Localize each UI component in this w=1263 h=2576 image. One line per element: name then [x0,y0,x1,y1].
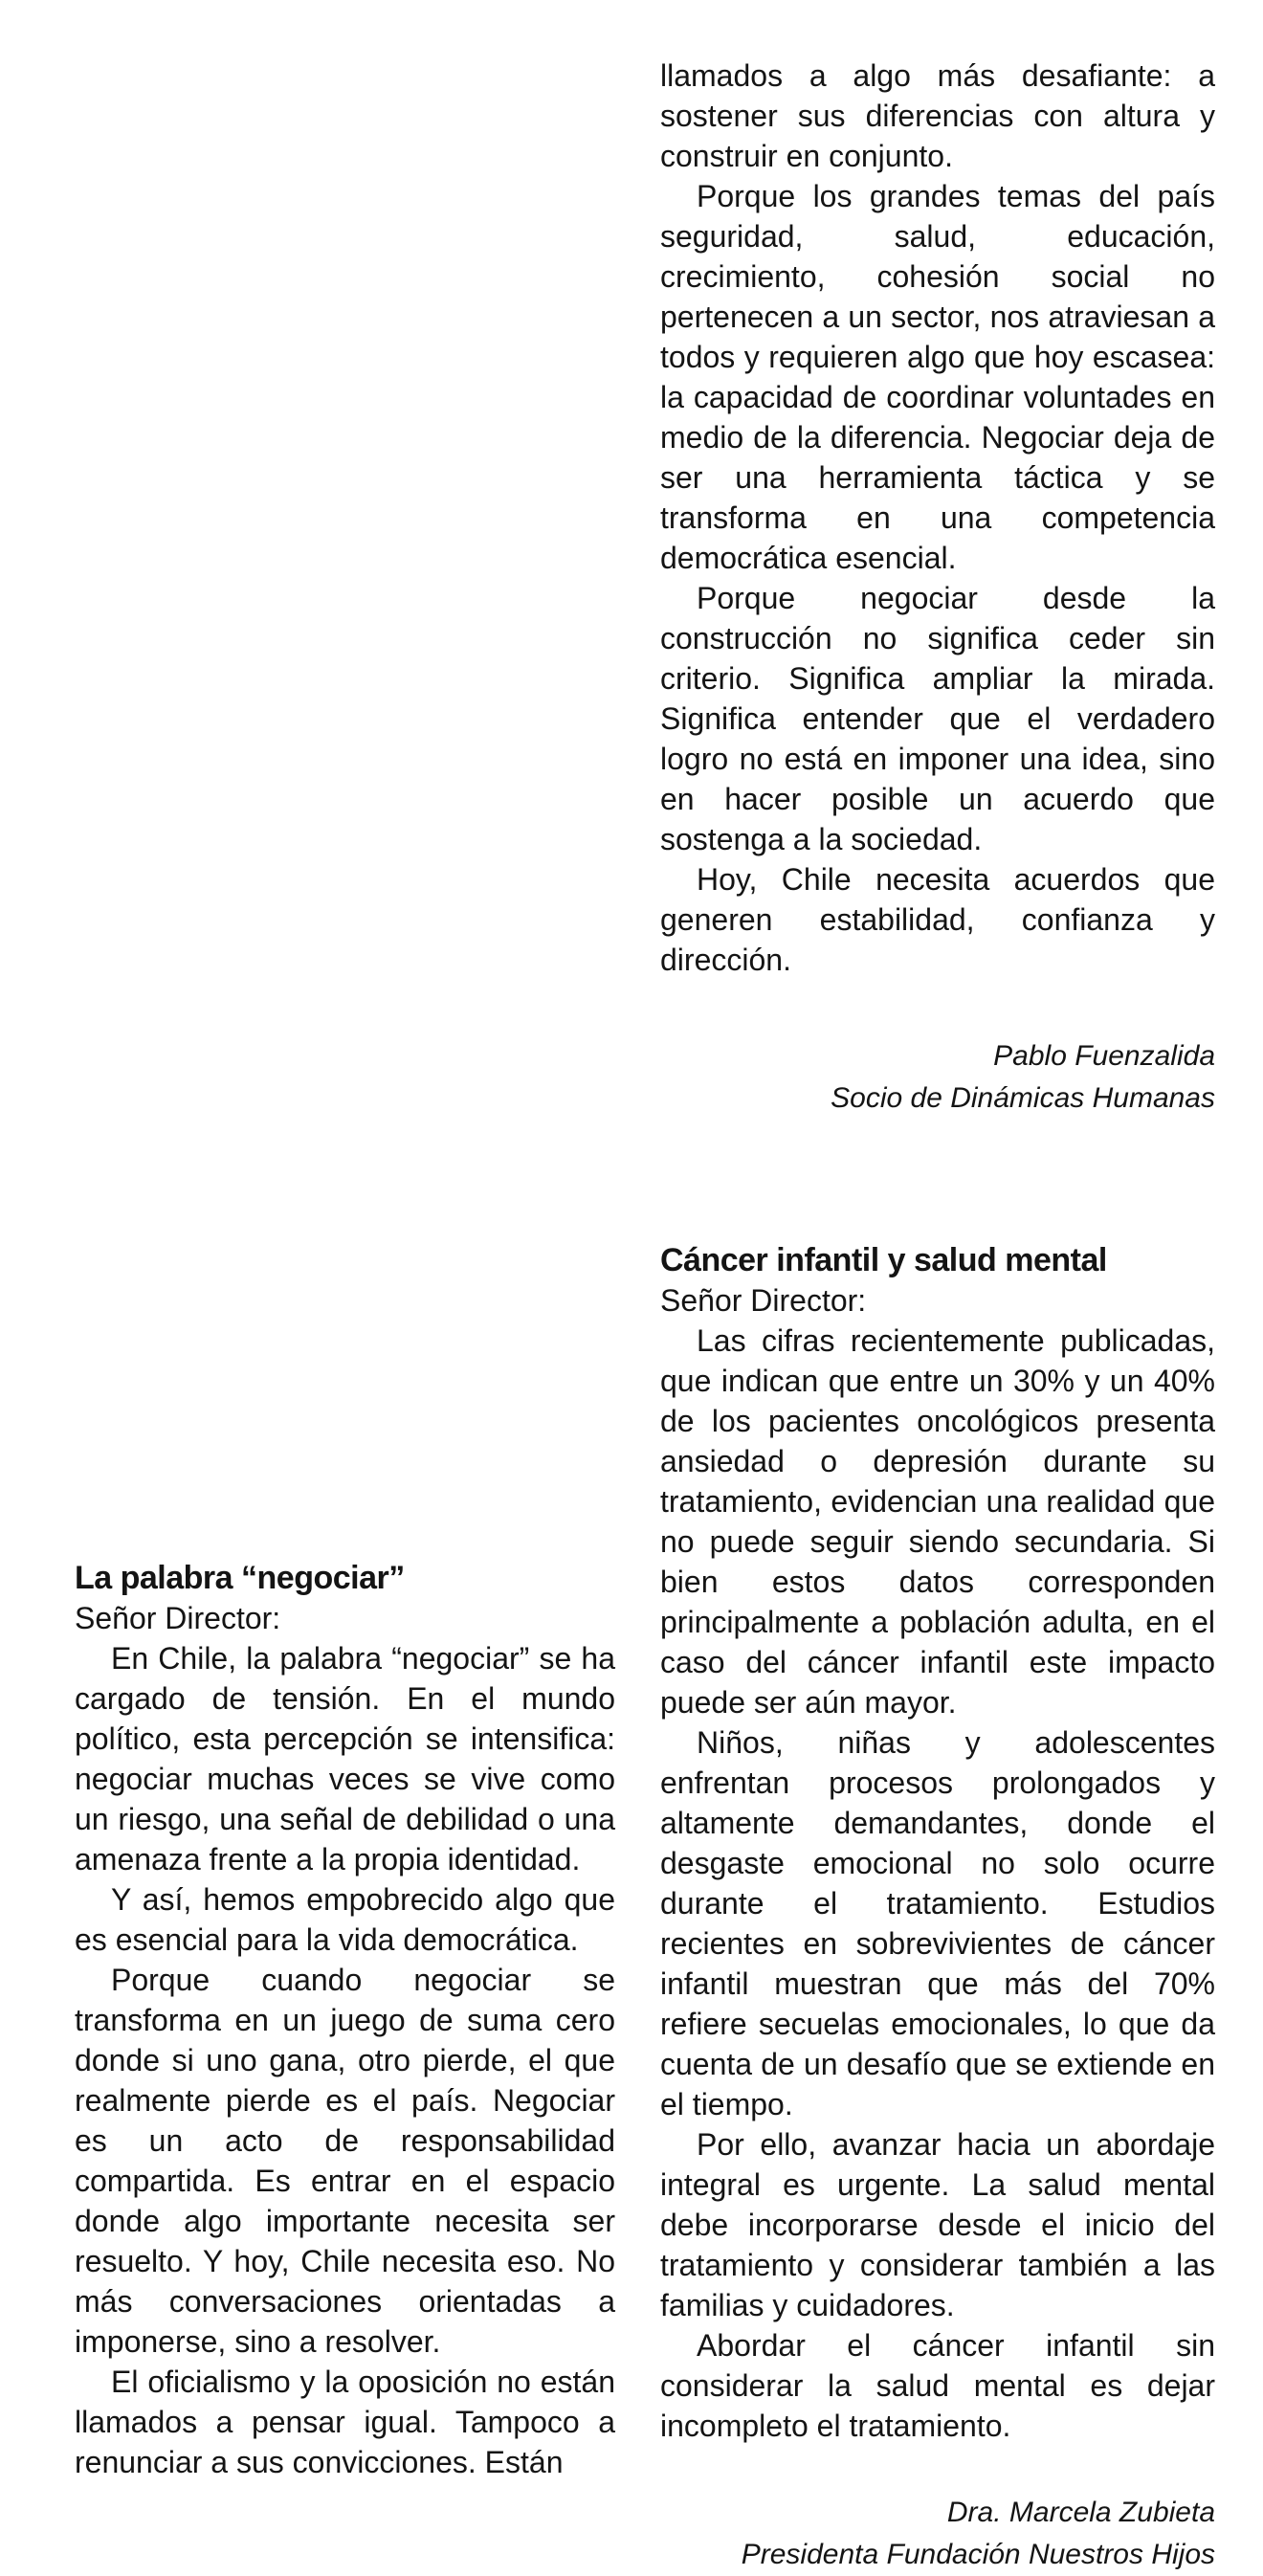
paragraph-negociar-7: Hoy, Chile necesita acuerdos que generen estabilidad, confianza y dirección. [660,862,1215,977]
paragraph-cancer-4: Abordar el cáncer infantil sin considerar la salud mental es dejar incompleto el tratamiento. [660,2328,1215,2443]
headline-cancer: Cáncer infantil y salud mental [660,1242,1107,1278]
left-column [75,1558,615,2482]
signature-title-cancer: Presidenta Fundación Nuestros Hijos [741,2539,1215,2570]
paragraph-negociar-continuation: llamados a algo más desafiante: a sostener sus diferencias con altura y construir en conjunto. [660,58,1215,173]
paragraph-negociar-5: Porque los grandes temas del país seguridad, salud, educación, crecimiento, cohesión social no pertenecen a un sector, nos atraviesan a todos y requieren algo que hoy escasea: la capacidad de coordinar voluntades en medio de la diferencia. Negociar deja de ser una herramienta táctica y se transforma en una competencia democrática esencial. [660,179,1215,575]
paragraph-negociar-6: Porque negociar desde la construcción no significa ceder sin criterio. Significa ampliar la mirada. Significa entender que el verdadero logro no está en imponer una idea, sino en hacer posible un acuerdo que sostenga a la sociedad. [660,581,1215,856]
signature-name-cancer: Dra. Marcela Zubieta [946,2497,1215,2528]
paragraph-cancer-1: Las cifras recientemente publicadas, que indican que entre un 30% y un 40% de los pacientes oncológicos presenta ansiedad o depresión durante su tratamiento, evidencian una realidad que no puede seguir siendo secundaria. Si bien estos datos corresponden principalmente a población adulta, en el caso del cáncer infantil este impacto puede ser aún mayor. [660,1323,1215,1720]
paragraph-negociar-2: Y así, hemos empobrecido algo que es esencial para la vida democrática. [75,1882,615,1957]
right-column [660,56,1215,2576]
signature-title-negociar: Socio de Dinámicas Humanas [831,1082,1215,1114]
paragraph-negociar-4: El oficialismo y la oposición no están llamados a pensar igual. Tampoco a renunciar a sus convicciones. Están [75,2365,615,2479]
signature-cancer [660,2492,1215,2576]
signature-negociar [660,1035,1215,1120]
headline-negociar: La palabra “negociar” [75,1560,405,1596]
article-cancer [660,1240,1215,2576]
salutation-cancer: Señor Director: [660,1283,867,1318]
signature-name-negociar: Pablo Fuenzalida [993,1040,1215,1072]
salutation-negociar: Señor Director: [75,1601,281,1635]
paragraph-cancer-2: Niños, niñas y adolescentes enfrentan procesos prolongados y altamente demandantes, donde el desgaste emocional no solo ocurre durante el tratamiento. Estudios recientes en sobrevivientes de cáncer infantil muestran que más del 70% refiere secuelas emocionales, lo que da cuenta de un desafío que se extiende en el tiempo. [660,1725,1215,2121]
paragraph-negociar-3: Porque cuando negociar se transforma en un juego de suma cero donde si uno gana, otro pierde, el que realmente pierde es el país. Negociar es un acto de responsabilidad compartida. Es entrar en el espacio donde algo importante necesita ser resuelto. Y hoy, Chile necesita eso. No más conversaciones orientadas a imponerse, sino a resolver. [75,1963,615,2359]
paragraph-negociar-1: En Chile, la palabra “negociar” se ha cargado de tensión. En el mundo político, esta percepción se intensifica: negociar muchas veces se vive como un riesgo, una señal de debilidad o una amenaza frente a la propia identidad. [75,1641,615,1876]
paragraph-cancer-3: Por ello, avanzar hacia un abordaje integral es urgente. La salud mental debe incorporarse desde el inicio del tratamiento y considerar también a las familias y cuidadores. [660,2127,1215,2322]
